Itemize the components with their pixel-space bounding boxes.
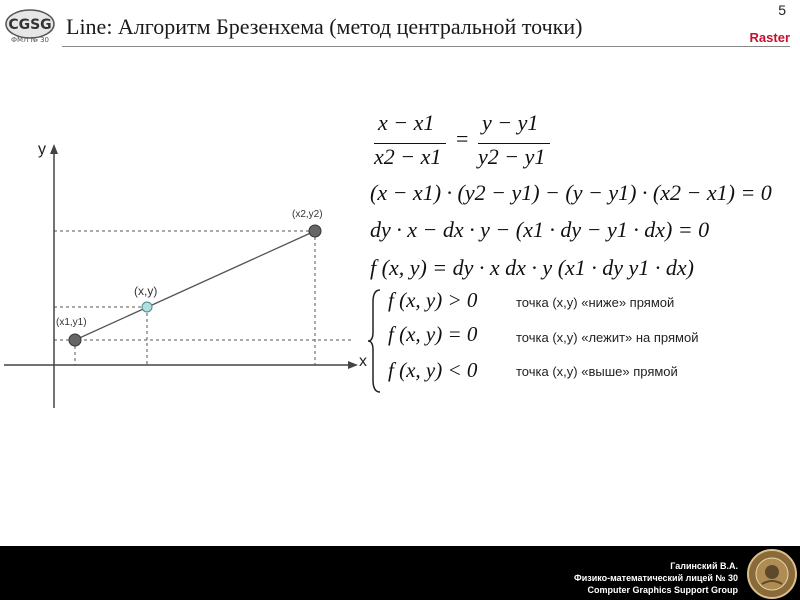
equation-expanded: (x − x1) · (y2 − y1) − (y − y1) · (x2 − x1) = 0: [370, 180, 772, 205]
footer-group: Computer Graphics Support Group: [587, 585, 738, 595]
line-diagram: [0, 130, 370, 420]
frac-right-numerator: y − y1: [482, 110, 539, 135]
logo-text: CGSG: [8, 17, 52, 33]
frac-equals: =: [456, 126, 469, 151]
frac-left-denominator: x2 − x1: [374, 144, 442, 169]
case-negative-note: точка (x,y) «выше» прямой: [516, 364, 678, 379]
point-end: [309, 225, 321, 237]
equation-implicit: dy · x − dx · y − (x1 · dy − y1 · dx) = 0: [370, 217, 710, 242]
school-seal-icon: [746, 548, 798, 600]
y-axis-label: y: [38, 141, 46, 158]
point-mid: [142, 302, 152, 312]
segment-line: [75, 231, 315, 340]
title-divider: [62, 46, 790, 47]
section-label: Raster: [749, 30, 790, 45]
footer-author: Галинский В.А.: [670, 561, 738, 571]
logo-subtext: ФМЛ № 30: [11, 36, 49, 44]
case-zero-note: точка (x,y) «лежит» на прямой: [516, 330, 699, 345]
case-positive-note: точка (x,y) «ниже» прямой: [516, 295, 675, 310]
frac-right-denominator: y2 − y1: [478, 144, 546, 169]
cgsg-logo: [4, 8, 56, 44]
case-zero-math: f (x, y) = 0: [388, 322, 478, 346]
y-axis-arrow: [50, 144, 58, 154]
frac-left-numerator: x − x1: [378, 110, 435, 135]
slide-number: 5: [778, 2, 786, 18]
grid-guides: [54, 231, 354, 365]
point-start: [69, 334, 81, 346]
label-mid: (x,y): [134, 284, 158, 298]
x-axis-arrow: [348, 361, 358, 369]
footer-credits: [574, 560, 738, 596]
equation-function: f (x, y) = dy · x dx · y (x1 · dy y1 · dx): [370, 255, 694, 280]
x-axis-label: x: [359, 353, 367, 370]
label-end: (x2,y2): [292, 209, 323, 220]
left-brace: [366, 288, 384, 394]
label-start: (x1,y1): [56, 317, 87, 328]
case-positive-math: f (x, y) > 0: [388, 288, 478, 312]
footer-school: Физико-математический лицей № 30: [574, 573, 738, 583]
proportion-equation: [372, 106, 552, 176]
case-negative-math: f (x, y) < 0: [388, 358, 478, 382]
slide-title: Line: Алгоритм Брезенхема (метод центральной точки): [66, 14, 583, 39]
